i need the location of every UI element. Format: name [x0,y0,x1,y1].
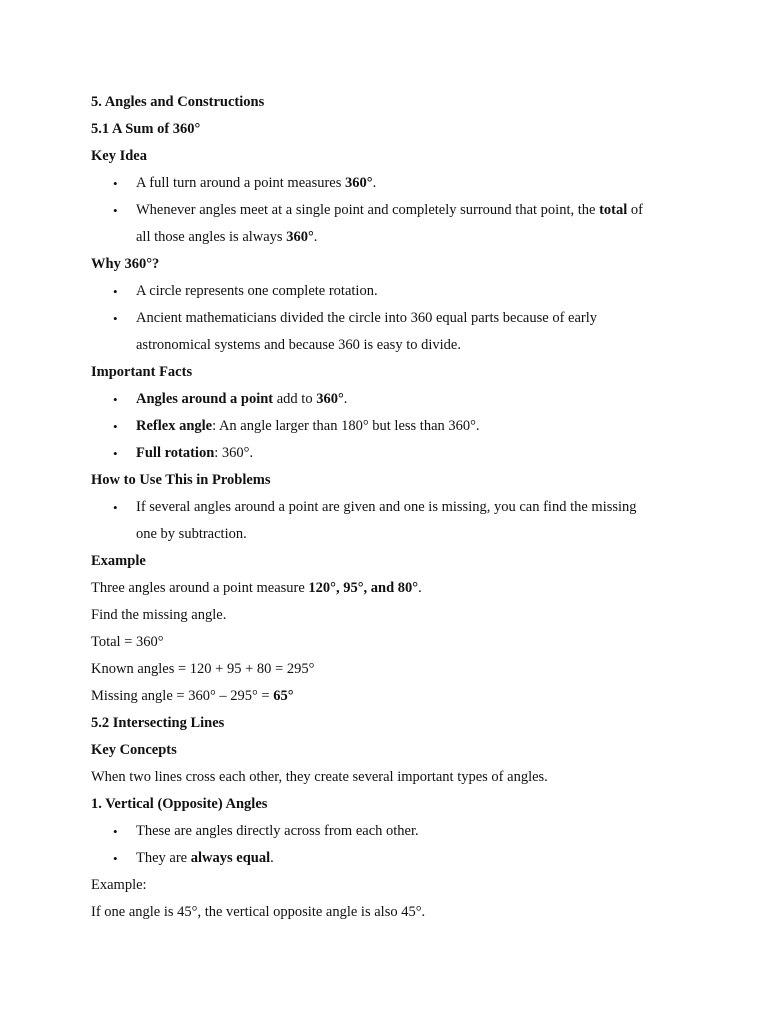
example-line: Find the missing angle. [91,607,227,623]
how-to-use-heading: How to Use This in Problems [91,472,271,488]
list-item: • They are always equal. [91,845,691,872]
section-5-title: 5. Angles and Constructions [91,94,265,110]
example-label: Example: [91,877,147,893]
list-item: • If several angles around a point are given and one is missing, you can find the missing [91,494,691,521]
list-item: • A circle represents one complete rotation. [91,278,691,305]
bullet-icon: • [113,203,118,218]
bullet-icon: • [113,419,118,434]
list-item: • Full rotation: 360°. [91,440,691,467]
example-line: Missing angle = 360° – 295° = 65° [91,688,294,704]
list-item: • Reflex angle: An angle larger than 180° but less than 360°. [91,413,691,440]
list-item: • Angles around a point add to 360°. [91,386,691,413]
list-item: • These are angles directly across from each other. [91,818,691,845]
example-line: Three angles around a point measure 120°, 95°, and 80°. [91,580,422,596]
key-idea-heading: Key Idea [91,148,147,164]
list-item: • A full turn around a point measures 360°. [91,170,691,197]
example-line: Known angles = 120 + 95 + 80 = 295° [91,661,315,677]
list-item-continuation: all those angles is always 360°. [136,229,318,245]
vertical-angles-heading: 1. Vertical (Opposite) Angles [91,796,268,812]
list-item: • Ancient mathematicians divided the circle into 360 equal parts because of early [91,305,691,332]
bullet-icon: • [113,284,118,299]
intro-paragraph: When two lines cross each other, they create several important types of angles. [91,769,548,785]
list-item-continuation: one by subtraction. [136,526,247,542]
list-item-continuation: astronomical systems and because 360 is easy to divide. [136,337,461,353]
important-facts-heading: Important Facts [91,364,193,380]
example-line: Total = 360° [91,634,164,650]
bullet-icon: • [113,176,118,191]
bullet-icon: • [113,446,118,461]
document-page [91,89,691,926]
bullet-icon: • [113,392,118,407]
section-5-1-title: 5.1 A Sum of 360° [91,121,201,137]
bullet-icon: • [113,500,118,515]
bullet-icon: • [113,311,118,326]
example-heading: Example [91,553,146,569]
key-concepts-heading: Key Concepts [91,742,177,758]
section-5-2-title: 5.2 Intersecting Lines [91,715,225,731]
list-item: • Whenever angles meet at a single point and completely surround that point, the total of [91,197,691,224]
why-360-heading: Why 360°? [91,256,160,272]
example-text: If one angle is 45°, the vertical opposite angle is also 45°. [91,904,426,920]
bullet-icon: • [113,824,118,839]
bullet-icon: • [113,851,118,866]
